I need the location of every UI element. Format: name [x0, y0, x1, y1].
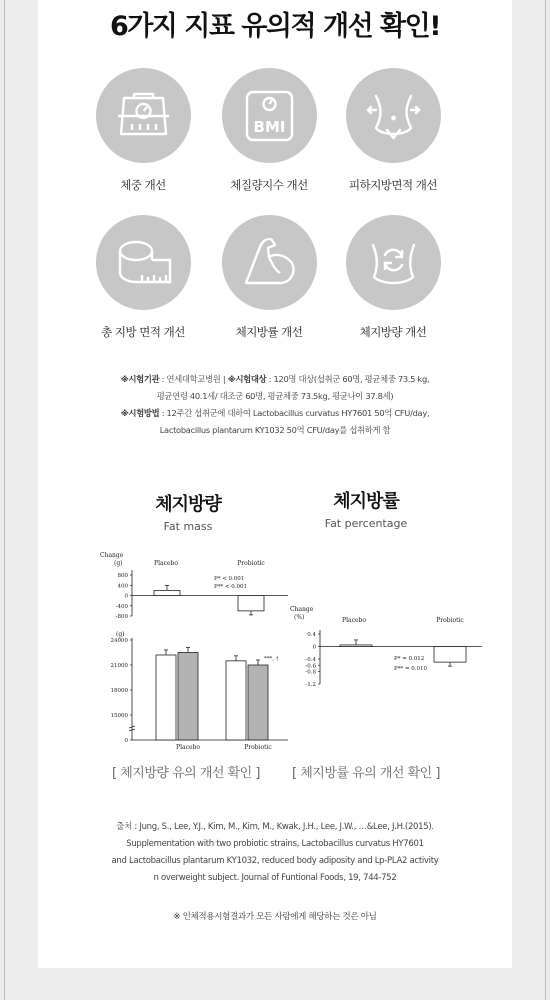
tick-label: -0.6 [305, 663, 316, 670]
tick-label: 800 [117, 573, 128, 579]
tick-label: 400 [117, 583, 128, 590]
fat-mass-title-en: Fat mass [163, 520, 213, 533]
frame-right-line [545, 0, 546, 1000]
fat-pct-change-chart [286, 602, 482, 690]
icon-circle [346, 215, 441, 310]
c1-annotation-2: P** < 0.001 [214, 584, 248, 590]
tick-label: 15000 [110, 713, 128, 719]
bar [238, 596, 264, 611]
bar [340, 645, 372, 647]
fat-mass-header [88, 490, 288, 533]
indicator-label: 체질량지수 개선 [230, 178, 308, 192]
icon-circle [222, 215, 317, 310]
scale-icon [96, 68, 191, 163]
indicator-label: 체지방률 개선 [235, 325, 303, 339]
note-text-subjects: : 120명 대상(섭취군 60명, 평균체중 73.5 kg, [266, 374, 430, 384]
body-cycle-icon [346, 215, 441, 310]
fat-mass-caption: [ 체지방량 유의 개선 확인 ] [112, 766, 260, 781]
c1-annotation-1: P* < 0.001 [214, 576, 245, 582]
bar [154, 590, 180, 595]
indicator-label: 피하지방면적 개선 [348, 178, 438, 192]
tick-label: -0.4 [305, 657, 316, 663]
c3-annotation-2: P** = 0.010 [394, 666, 428, 672]
c1-ylabel-line2: (g) [114, 560, 123, 567]
bar [156, 655, 176, 740]
fat-pct-header [266, 487, 466, 530]
waist-icon [346, 68, 441, 163]
fat-pct-title-ko: 체지방률 [333, 491, 399, 512]
muscle-arm-icon [222, 215, 317, 310]
indicator-label: 체중 개선 [120, 178, 166, 192]
c3-category-label: Probiotic [436, 617, 464, 624]
indicator-subcutaneous-fat [318, 68, 468, 193]
note-line-4: Lactobacillus plantarum KY1032 50억 CFU/day를 섭취하게 함 [159, 425, 391, 435]
note-line-1 [38, 371, 512, 388]
note-label-institution: ※시험기관 [120, 374, 160, 384]
note-label-subjects: ※시험대상 [227, 374, 267, 384]
tick-label: 18000 [110, 688, 128, 694]
tick-label: -400 [115, 603, 128, 610]
source-line: and Lactobacillus plantarum KY1032, reduced body adiposity and Lp-PLA2 activity [111, 856, 439, 866]
trial-notes [38, 371, 512, 439]
bar [248, 665, 268, 740]
source-line: n overweight subject. Journal of Funtional Foods, 19, 744-752 [153, 873, 397, 883]
c3-annotation-1: P* = 0.012 [394, 656, 425, 662]
note-text-method: : 12주간 섭취군에 대하여 Lactobacillus curvatus HY7601 50억 CFU/day, [159, 408, 430, 418]
fat-mass-change-chart [96, 548, 292, 618]
c1-category-label: Placebo [154, 560, 178, 567]
source-citation [38, 819, 512, 887]
tick-label: 21000 [110, 663, 128, 669]
c1-ylabel-line1: Change [100, 552, 124, 559]
fat-pct-caption: [ 체지방률 유의 개선 확인 ] [292, 766, 440, 781]
tick-label: 0 [124, 738, 128, 744]
indicator-label: 총 지방 면적 개선 [101, 325, 185, 339]
frame-left-line [4, 0, 5, 1000]
bmi-icon-text: BMI [253, 118, 285, 136]
icon-circle [222, 68, 317, 163]
tape-measure-icon [96, 215, 191, 310]
c3-ylabel-line2: (%) [294, 614, 305, 621]
note-label-method: ※시험방법 [120, 408, 160, 418]
source-line: Supplementation with two probiotic strains, Lactobacillus curvatus HY7601 [126, 839, 424, 849]
icon-circle [96, 68, 191, 163]
note-line-3 [38, 405, 512, 422]
bmi-scale-icon [222, 68, 317, 163]
c2-ylabel: (g) [116, 631, 125, 638]
page-title: 6가지 지표 유의적 개선 확인! [109, 11, 441, 42]
disclaimer: ※ 인체적용시험결과가 모든 사람에게 해당하는 것은 아님 [173, 912, 377, 922]
tick-label: 0.4 [307, 632, 316, 638]
c2-category-label: Placebo [176, 744, 200, 751]
fat-pct-title-en: Fat percentage [324, 517, 408, 530]
c2-category-label: Probiotic [244, 744, 272, 751]
bar [178, 653, 198, 741]
bar [434, 647, 466, 663]
note-text-institution: : 연세대학교병원 | [159, 374, 228, 384]
tick-label: -0.8 [305, 669, 316, 676]
tick-label: 24000 [110, 638, 128, 644]
c3-ylabel-line1: Change [290, 606, 314, 613]
fat-mass-title-ko: 체지방량 [155, 494, 221, 515]
tick-label: -1.2 [305, 682, 316, 688]
note-line-2: 평균연령 40.1세/ 대조군 60명, 평균체중 73.5kg, 평균나이 37.8세) [156, 391, 394, 401]
source-line: 출처 : Jung, S., Lee, Y.J., Kim, M., Kim, M., Kwak, J.H., Lee, J.W., …&Lee, J.H.(2015). [116, 822, 434, 832]
tick-label: 0 [312, 644, 316, 651]
tick-label: 0 [124, 593, 128, 600]
icon-circle [96, 215, 191, 310]
c1-category-label: Probiotic [237, 560, 265, 567]
c3-category-label: Placebo [342, 617, 366, 624]
indicator-label: 체지방량 개선 [359, 325, 427, 339]
c2-annotation: ***, † [264, 656, 279, 662]
content-page [38, 0, 512, 968]
icon-circle [346, 68, 441, 163]
indicator-body-fat-mass [318, 215, 468, 340]
tick-label: -800 [115, 614, 128, 618]
fat-mass-absolute-chart [96, 628, 292, 754]
bar [226, 661, 246, 740]
